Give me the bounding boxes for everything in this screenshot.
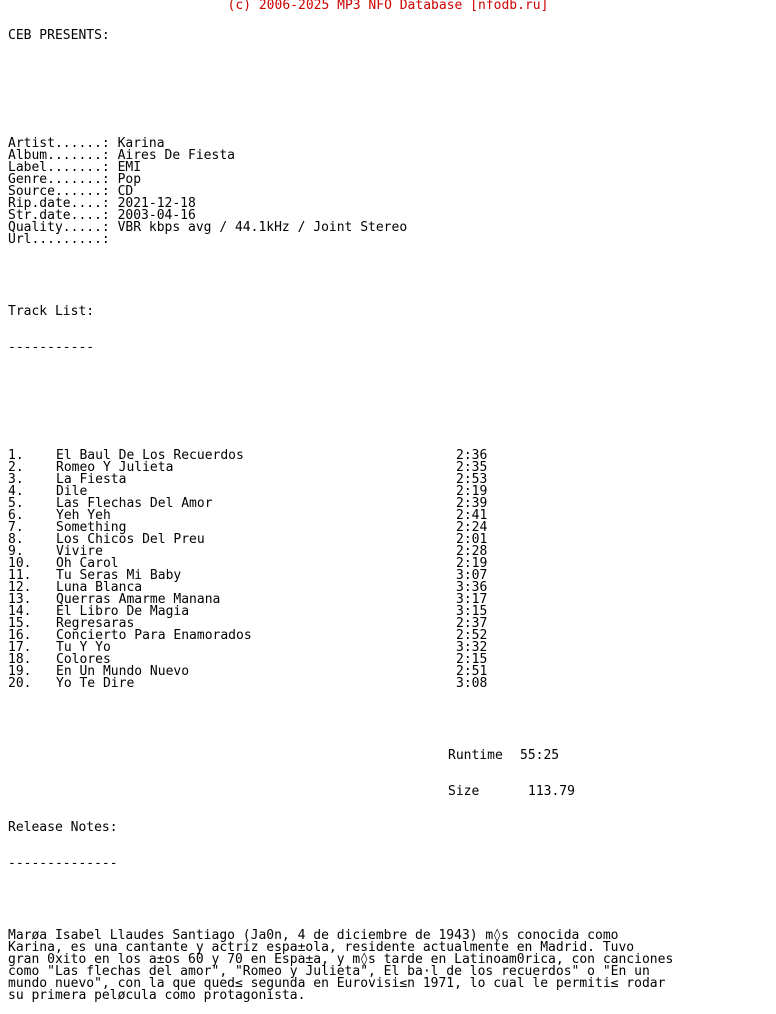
track-number: 14. bbox=[8, 604, 32, 619]
runtime-label: Runtime bbox=[448, 748, 503, 763]
track-time: 3:15 bbox=[456, 604, 488, 619]
track-title: Colores bbox=[56, 652, 111, 667]
release-notes-line: Marøa Isabel Llaudes Santiago (Ja0n, 4 de diciembre de 1943) m◊s conocida como bbox=[8, 928, 619, 943]
size-row bbox=[8, 786, 673, 798]
release-notes-line: como "Las flechas del amor", "Romeo y Julieta", El ba·l de los recuerdos" o "En un bbox=[8, 964, 650, 979]
track-list bbox=[8, 450, 673, 690]
track-number: 15. bbox=[8, 616, 32, 631]
track-number: 18. bbox=[8, 652, 32, 667]
track-number: 20. bbox=[8, 676, 32, 691]
track-title: Vivire bbox=[56, 544, 103, 559]
track-number: 12. bbox=[8, 580, 32, 595]
track-title: Los Chicos Del Preu bbox=[56, 532, 205, 547]
track-row bbox=[8, 678, 673, 690]
track-time: 2:28 bbox=[456, 544, 488, 559]
track-number: 2. bbox=[8, 460, 24, 475]
size-value: 113.79 bbox=[528, 784, 575, 799]
nfo-document bbox=[8, 6, 673, 1014]
track-number: 5. bbox=[8, 496, 24, 511]
track-row bbox=[8, 534, 673, 546]
track-time: 3:36 bbox=[456, 580, 488, 595]
track-title: El Libro De Magia bbox=[56, 604, 190, 619]
release-notes-line: Karina, es una cantante y actriz espa±ola, residente actualmente en Madrid. Tuvo bbox=[8, 940, 635, 955]
info-line: Genre.......: Pop bbox=[8, 172, 142, 187]
track-title: Querras Amarme Manana bbox=[56, 592, 221, 607]
info-line: Url.........: bbox=[8, 232, 110, 247]
track-number: 9. bbox=[8, 544, 24, 559]
size-label: Size bbox=[448, 784, 480, 799]
track-title: Something bbox=[56, 520, 127, 535]
track-time: 3:32 bbox=[456, 640, 488, 655]
track-row bbox=[8, 642, 673, 654]
track-number: 19. bbox=[8, 664, 32, 679]
track-row bbox=[8, 666, 673, 678]
track-time: 2:35 bbox=[456, 460, 488, 475]
runtime-row bbox=[8, 750, 673, 762]
info-line: Str.date....: 2003-04-16 bbox=[8, 208, 196, 223]
track-title: La Fiesta bbox=[56, 472, 127, 487]
track-number: 17. bbox=[8, 640, 32, 655]
track-time: 2:37 bbox=[456, 616, 488, 631]
track-number: 4. bbox=[8, 484, 24, 499]
track-title: Oh Carol bbox=[56, 556, 119, 571]
track-number: 1. bbox=[8, 448, 24, 463]
runtime-value: 55:25 bbox=[520, 748, 560, 763]
track-title: Regresaras bbox=[56, 616, 135, 631]
track-number: 11. bbox=[8, 568, 32, 583]
info-line: Quality.....: VBR kbps avg / 44.1kHz / Joint Stereo bbox=[8, 220, 408, 235]
release-notes-line: gran 0xito en los a±os 60 y 70 en Espa±a, y m◊s tarde en Latinoam0rica, con canciones bbox=[8, 952, 674, 967]
track-title: Tu Y Yo bbox=[56, 640, 111, 655]
track-row bbox=[8, 654, 673, 666]
tracklist-underline: ----------- bbox=[8, 340, 95, 355]
track-title: Concierto Para Enamorados bbox=[56, 628, 252, 643]
presents-line: CEB PRESENTS: bbox=[8, 28, 110, 43]
track-number: 8. bbox=[8, 532, 24, 547]
info-line: Source......: CD bbox=[8, 184, 134, 199]
track-number: 16. bbox=[8, 628, 32, 643]
info-line: Album.......: Aires De Fiesta bbox=[8, 148, 235, 163]
info-line: Rip.date....: 2021-12-18 bbox=[8, 196, 196, 211]
release-notes-line: mundo nuevo", con la que qued≤ segunda en Eurovisi≤n 1971, lo cual le permiti≤ rodar bbox=[8, 976, 666, 991]
tracklist-header: Track List: bbox=[8, 304, 95, 319]
track-time: 2:19 bbox=[456, 484, 488, 499]
track-title: Luna Blanca bbox=[56, 580, 143, 595]
track-row bbox=[8, 474, 673, 486]
track-time: 2:51 bbox=[456, 664, 488, 679]
release-notes-header: Release Notes: bbox=[8, 820, 118, 835]
track-time: 2:36 bbox=[456, 448, 488, 463]
track-title: Romeo Y Julieta bbox=[56, 460, 174, 475]
track-time: 3:07 bbox=[456, 568, 488, 583]
track-number: 10. bbox=[8, 556, 32, 571]
track-row bbox=[8, 630, 673, 642]
track-title: El Baul De Los Recuerdos bbox=[56, 448, 244, 463]
release-notes-body bbox=[8, 930, 673, 1002]
track-title: En Un Mundo Nuevo bbox=[56, 664, 190, 679]
track-time: 2:53 bbox=[456, 472, 488, 487]
track-time: 2:52 bbox=[456, 628, 488, 643]
track-title: Yeh Yeh bbox=[56, 508, 111, 523]
site-credit-link[interactable]: (c) 2006-2025 MP3 NFO Database [nfodb.ru] bbox=[227, 0, 549, 13]
track-time: 3:08 bbox=[456, 676, 488, 691]
track-number: 13. bbox=[8, 592, 32, 607]
info-line: Artist......: Karina bbox=[8, 136, 165, 151]
release-notes-underline: -------------- bbox=[8, 856, 118, 871]
track-number: 3. bbox=[8, 472, 24, 487]
track-time: 2:39 bbox=[456, 496, 488, 511]
track-time: 2:41 bbox=[456, 508, 488, 523]
track-title: Yo Te Dire bbox=[56, 676, 135, 691]
track-title: Dile bbox=[56, 484, 88, 499]
track-time: 3:17 bbox=[456, 592, 488, 607]
track-number: 6. bbox=[8, 508, 24, 523]
track-time: 2:24 bbox=[456, 520, 488, 535]
track-time: 2:19 bbox=[456, 556, 488, 571]
track-time: 2:15 bbox=[456, 652, 488, 667]
release-notes-line: su primera peløcula como protagonista. bbox=[8, 988, 306, 1003]
track-title: Las Flechas Del Amor bbox=[56, 496, 213, 511]
release-info bbox=[8, 138, 673, 246]
track-time: 2:01 bbox=[456, 532, 488, 547]
track-title: Tu Seras Mi Baby bbox=[56, 568, 182, 583]
track-number: 7. bbox=[8, 520, 24, 535]
info-line: Label.......: EMI bbox=[8, 160, 142, 175]
